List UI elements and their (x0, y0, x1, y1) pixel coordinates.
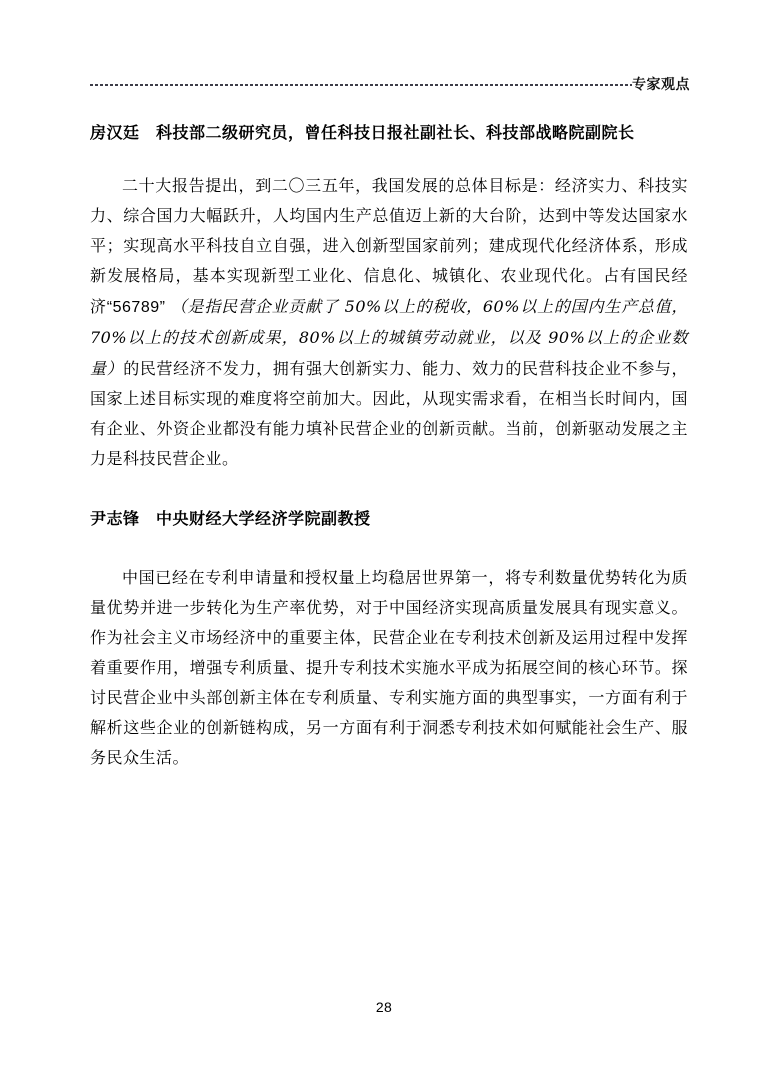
page-header (90, 76, 690, 93)
text-segment: 二十大报告提出，到二〇三五年，我国发展的总体目标是：经济实力、科技实力、综合国力大幅跃升，人均国内生产总值迈上新的大台阶，达到中等发达国家水平；实现高水平科技自立自强，进入创新型国家前列；建成现代化经济体系，形成新发展格局，基本实现新型工业化、信息化、城镇化、农业现代化。占有国民经济“56789” (90, 178, 688, 316)
page-number: 28 (375, 999, 393, 1015)
text-segment: 中国已经在专利申请量和授权量上均稳居世界第一，将专利数量优势转化为质量优势并进一步转化为生产率优势，对于中国经济实现高质量发展具有现实意义。作为社会主义市场经济中的重要主体，民营企业在专利技术创新及运用过程中发挥着重要作用，增强专利质量、提升专利技术实施水平成为拓展空间的核心环节。探讨民营企业中头部创新主体在专利质量、专利实施方面的典型事实，一方面有利于解析这些企业的创新链构成，另一方面有利于洞悉专利技术如何赋能社会生产、服务民众生活。 (90, 570, 688, 767)
section-heading-expert-2: 尹志锋 中央财经大学经济学院副教授 (90, 511, 371, 528)
text-segment: （是指民营企业贡献了 50%以上的税收，60%以上的国内生产总值，70%以上的技术创新成果，80%以上的城镇劳动就业，以及 90%以上的企业数量） (90, 297, 688, 378)
section-paragraph-expert-2 (90, 564, 688, 774)
dashed-divider (90, 84, 632, 86)
section-paragraph-expert-1 (90, 172, 688, 475)
header-label: 专家观点 (632, 76, 690, 92)
text-segment: 的民营经济不发力，拥有强大创新实力、能力、效力的民营科技企业不参与，国家上述目标实现的难度将空前加大。因此，从现实需求看，在相当长时间内，国有企业、外资企业都没有能力填补民营企业的创新贡献。当前，创新驱动发展之主力是科技民营企业。 (90, 361, 688, 468)
section-heading-expert-1: 房汉廷 科技部二级研究员，曾任科技日报社副社长、科技部战略院副院长 (90, 125, 635, 142)
page-footer (0, 999, 768, 1015)
